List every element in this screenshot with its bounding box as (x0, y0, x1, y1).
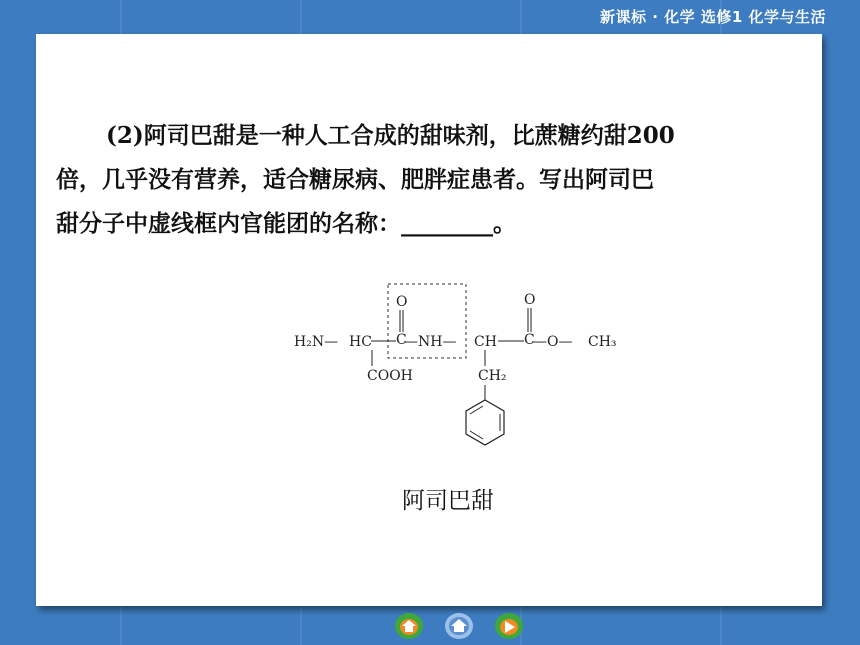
group-ch2: CH₂ (478, 368, 507, 384)
home-icon (394, 612, 424, 640)
globe-button[interactable] (444, 612, 474, 640)
group-o: —O— (533, 334, 573, 350)
group-h2n: H₂N— (294, 334, 339, 350)
group-cooh: COOH (367, 368, 413, 384)
question-line: 倍，几乎没有营养，适合糖尿病、肥胖症患者。写出阿司巴 (56, 166, 654, 193)
oxygen-label: O (396, 294, 408, 310)
benzene-ring (466, 400, 504, 445)
group-c1: C (396, 332, 407, 348)
group-hc: HC (349, 334, 372, 350)
question-line: 甜分子中虚线框内官能团的名称：________。 (56, 210, 516, 237)
structure-caption: 阿司巴甜 (402, 488, 494, 514)
group-c2: C (524, 332, 535, 348)
slide-content (36, 34, 822, 606)
group-nh: —NH— (404, 334, 457, 350)
question-line: (2)阿司巴甜是一种人工合成的甜味剂，比蔗糖约甜200 (106, 122, 675, 149)
aspartame-structure (36, 34, 822, 606)
group-ch: CH (474, 334, 497, 350)
oxygen-label: O (524, 292, 536, 308)
group-ch3: CH₃ (588, 334, 617, 350)
forward-icon (494, 612, 524, 640)
globe-icon (444, 612, 474, 640)
forward-button[interactable] (494, 612, 524, 640)
course-header: 新课标 · 化学 选修1 化学与生活 (599, 8, 826, 26)
home-button[interactable] (394, 612, 424, 640)
